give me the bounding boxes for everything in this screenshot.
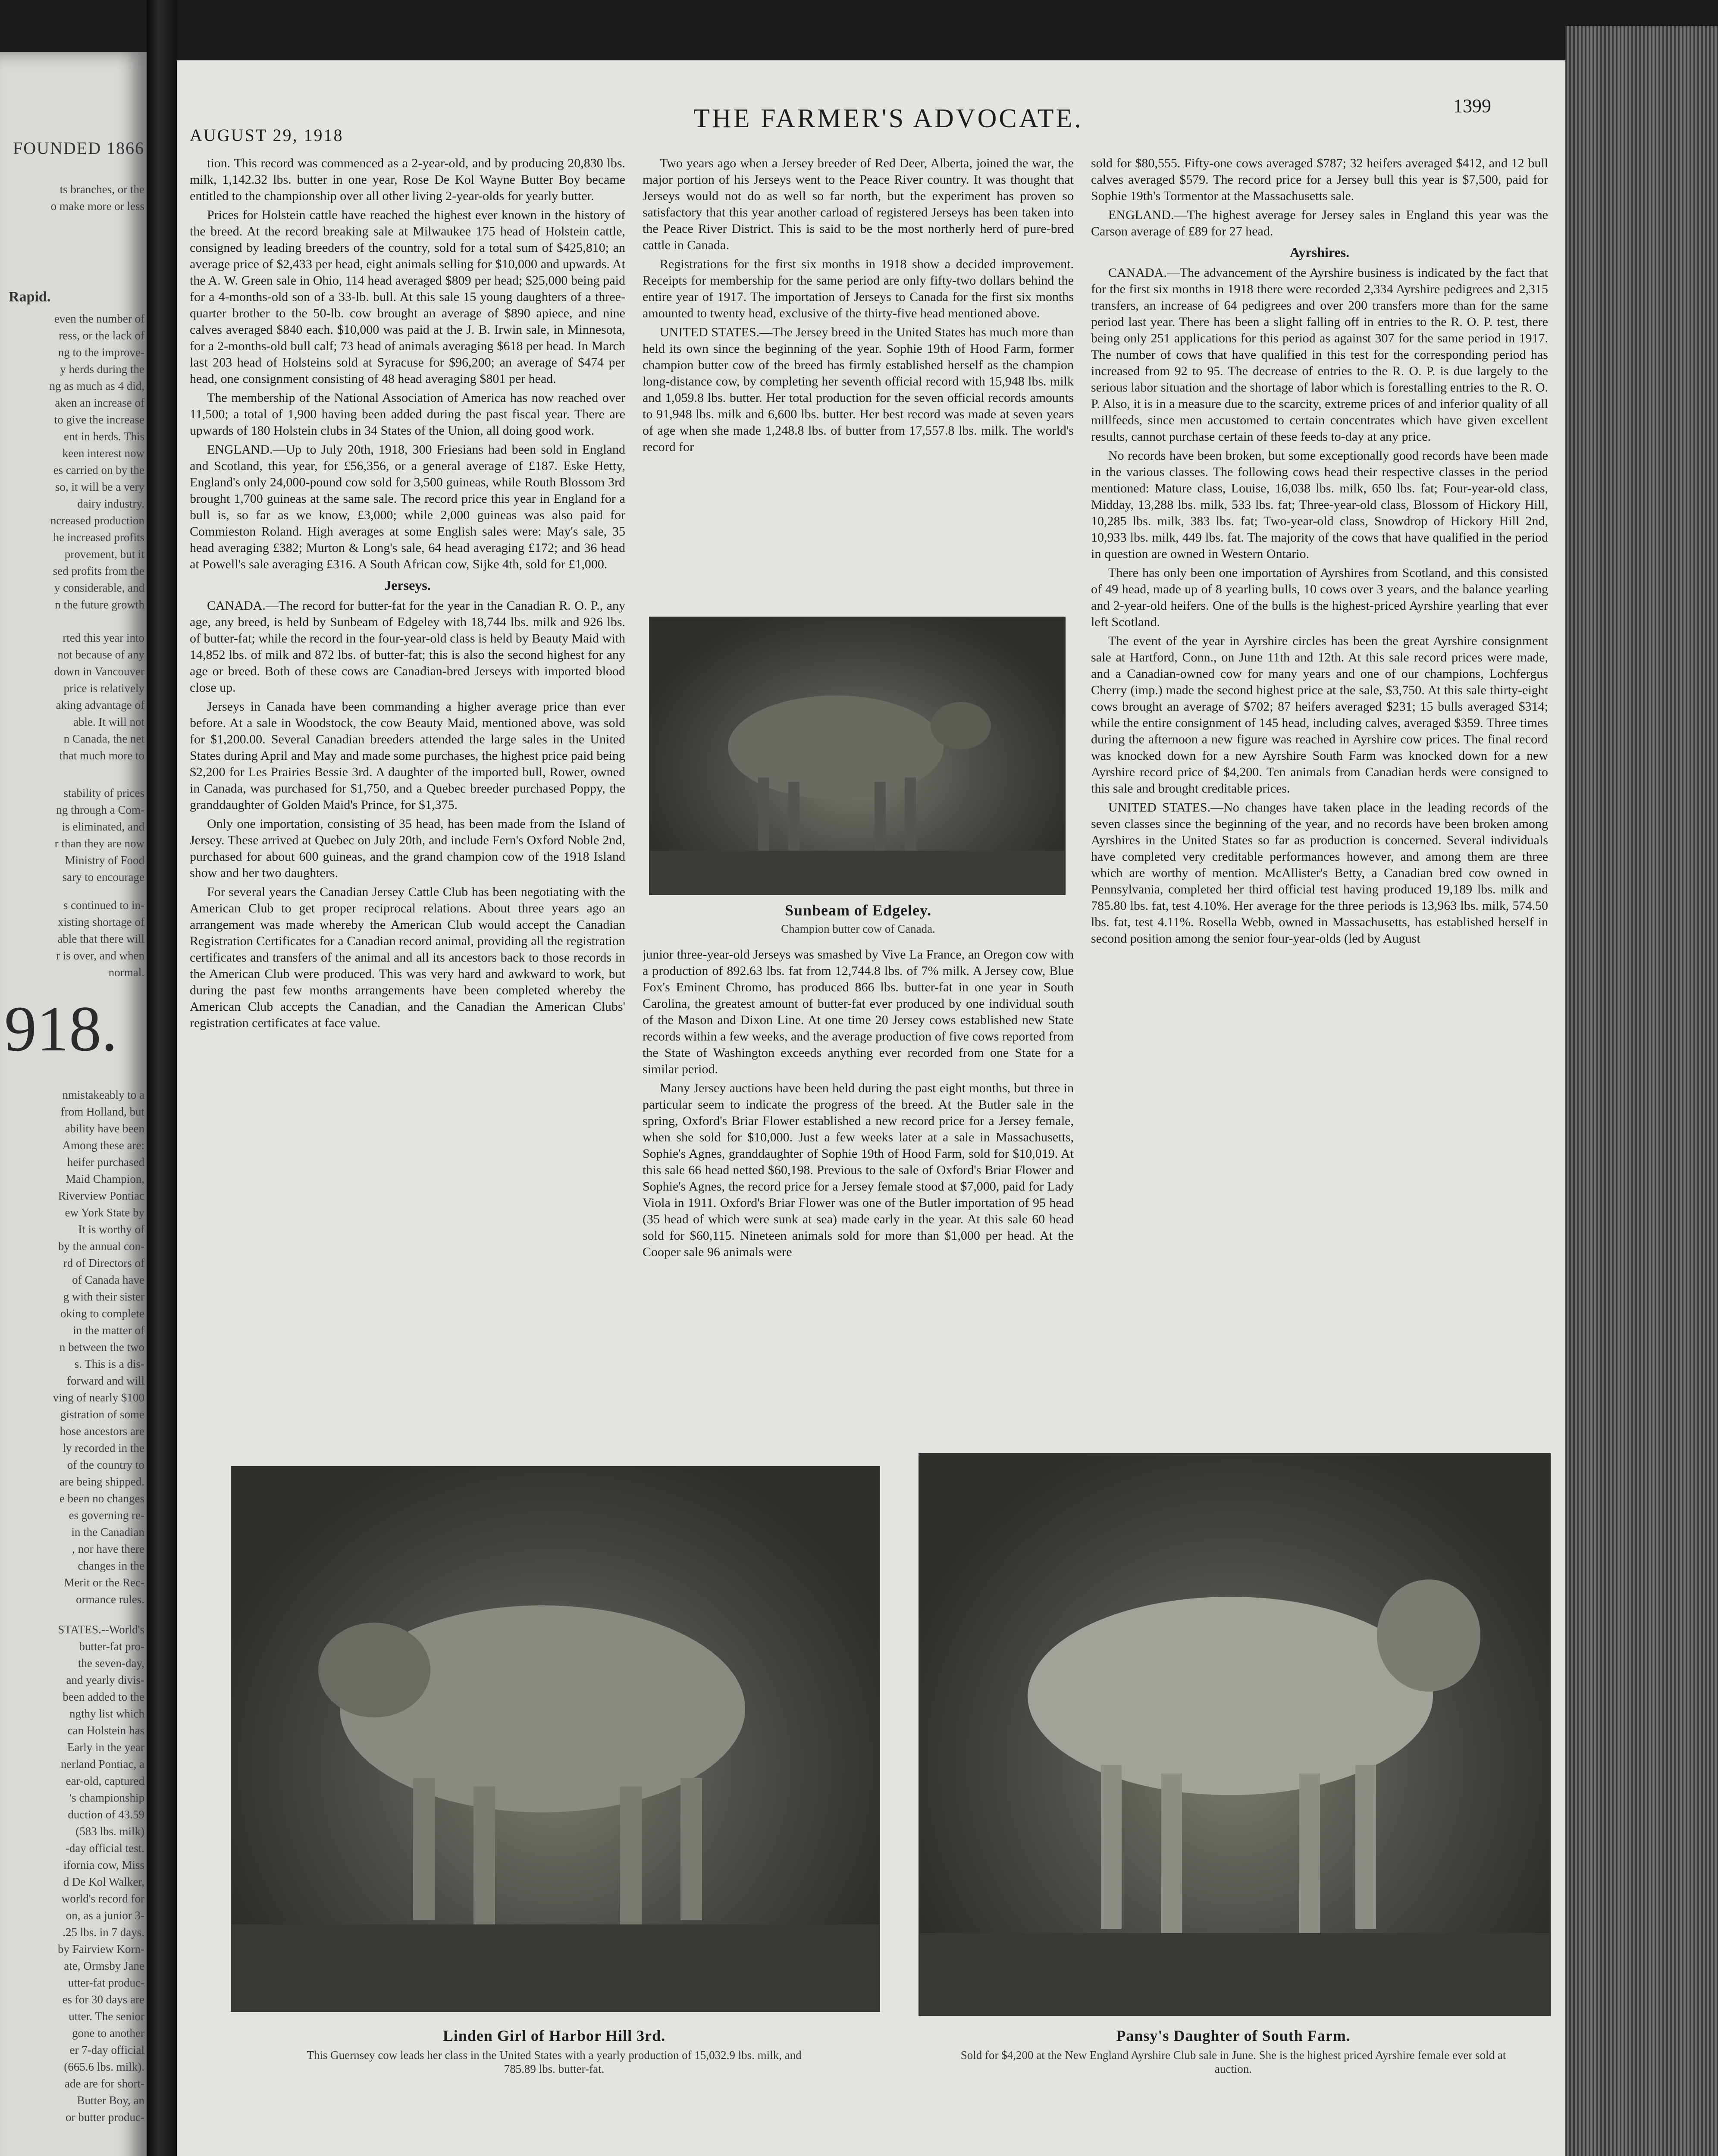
text-line: butter-fat pro-	[79, 1640, 144, 1653]
cow-illustration	[232, 1467, 879, 2011]
text-line: Riverview Pontiac	[58, 1189, 144, 1202]
cow-illustration	[650, 618, 1064, 894]
text-line: ate, Ormsby Jane	[64, 1959, 144, 1972]
photo-caption: This Guernsey cow leads her class in the United States with a yearly production of 15,032.9 lbs. milk, and 785.89 lbs. butter-fat.	[307, 2049, 802, 2075]
paragraph: CANADA.—The record for butter-fat for the year in the Canadian R. O. P., any age, any breed, is held by Sunbeam of Edgeley with 18,744 lbs. milk and 926 lbs. of butter-fat; while the record in the four-year-old class is held by Beauty Maid with 14,852 lbs. of milk and 872 lbs. of butter-fat; this is also the second highest for any age or breed. Both of these cows are Canadian-bred Jerseys with imported blood close up.	[190, 599, 625, 695]
text-line: price is relatively	[63, 682, 144, 695]
text-line: stability of prices	[63, 787, 144, 799]
left-page-year-heading: 918.	[4, 993, 118, 1065]
text-line: er 7-day official	[69, 2043, 144, 2056]
text-line: of the country to	[67, 1458, 144, 1471]
text-line: utter. The senior	[69, 2010, 144, 2023]
text-line: Among these are:	[62, 1139, 144, 1152]
text-line: n the future growth	[55, 598, 144, 611]
text-line: n between the two	[59, 1341, 144, 1354]
text-line: in the matter of	[73, 1324, 144, 1337]
left-page-fragment	[0, 52, 147, 2156]
text-line: It is worthy of	[78, 1223, 144, 1236]
text-line: e been no changes	[59, 1492, 144, 1505]
column-2-bottom	[643, 946, 1074, 1503]
paragraph: sold for $80,555. Fifty-one cows averaged $787; 32 heifers averaged $412, and 12 bull calves averaged $579. The record price for a Jersey bull this year is $7,500, paid for Sophie 19th's Tormentor at the Massachusetts sale.	[1091, 156, 1548, 203]
left-page-text-a	[0, 310, 144, 613]
text-line: s. This is a dis-	[74, 1357, 144, 1370]
text-line: ng as much as 4 did,	[49, 379, 144, 392]
text-line: changes in the	[78, 1559, 144, 1572]
text-line: ent in herds. This	[64, 430, 144, 443]
paragraph: Many Jersey auctions have been held during the past eight months, but three in particular seem to indicate the progress of the breed. At the Butler sale in the spring, Oxford's Briar Flower established a new record price for a Jersey female, when she sold for $10,000. Just a few weeks later at a sale in Massachusetts, Sophie's Agnes, granddaughter of Sophie 19th of Hood Farm, sold for $10,019. At this sale 66 head netted $60,198. Previous to the sale of Oxford's Briar Flower and Sophie's Agnes, the record price for a Jersey female stood at $7,000, paid for Lady Viola in 1911. Oxford's Briar Flower was one of the Butler importation of 95 head (35 head of which were sunk at sea) made early in the year. At this sale 60 head sold for $60,115. Nineteen animals sold for more than $1,000 per head. At the Cooper sale 96 animals were	[643, 1081, 1074, 1259]
section-lead: ENGLAND.	[207, 442, 273, 457]
left-page-text-e	[0, 1087, 144, 1608]
text-line: the seven-day,	[78, 1657, 144, 1670]
text-line: can Holstein has	[67, 1724, 144, 1737]
paragraph: UNITED STATES.—The Jersey breed in the United States has much more than held its own since the beginning of the year. Sophie 19th of Hood Farm, former champion butter cow of the breed has firmly established herself as the champion long-distance cow, by completing her seventh official record with 15,948 lbs. milk and 1,059.8 lbs. butter. Her total production for the seven official records amounts to 91,948 lbs. milk and 6,600 lbs. butter. Her best record was made at seven years of age when she made 1,248.8 lbs. of butter from 17,557.8 lbs. milk. The world's record for	[643, 325, 1074, 454]
magazine-page	[177, 60, 1565, 2156]
text-line: g with their sister	[63, 1290, 144, 1303]
text-line: by Fairview Korn-	[58, 1943, 144, 1955]
text-line: ng through a Com-	[56, 803, 144, 816]
paragraph: The membership of the National Association of America has now reached over 11,500; a total of 1,900 having been added during the past fiscal year. There are upwards of 180 Holstein clubs in 34 States of the Union, all doing good work.	[190, 391, 625, 438]
text-line: utter-fat produc-	[68, 1976, 144, 1989]
section-lead: CANADA.	[1108, 266, 1167, 280]
text-line: (583 lbs. milk)	[75, 1825, 144, 1838]
paragraph: tion. This record was commenced as a 2-year-old, and by producing 20,830 lbs. milk, 1,142.32 lbs. butter in one year, Rose De Kol Wayne Butter Boy became entitled to the championship over all other living 2-year-olds for yearly butter.	[190, 156, 625, 203]
text-line: ncreased production	[50, 514, 144, 527]
text-line: , nor have there	[72, 1542, 144, 1555]
text-line: r than they are now	[54, 837, 144, 850]
text-line: Maid Champion,	[66, 1172, 144, 1185]
photo-caption-title: Sunbeam of Edgeley.	[784, 902, 932, 919]
text-line: are being shipped.	[59, 1475, 144, 1488]
text-line: or butter produc-	[66, 2111, 144, 2124]
text-line: ear-old, captured	[66, 1774, 144, 1787]
text-line: hose ancestors are	[60, 1425, 144, 1438]
text-line: forward and will	[67, 1374, 144, 1387]
text-line: nerland Pontiac, a	[60, 1758, 144, 1771]
text-line: ew York State by	[65, 1206, 144, 1219]
text-line: not because of any	[57, 648, 144, 661]
text-line: down in Vancouver	[54, 665, 144, 678]
text-line: is eliminated, and	[62, 820, 144, 833]
text-line: nmistakeably to a	[62, 1088, 144, 1101]
text-line: sary to encourage	[62, 871, 144, 884]
text-line: in the Canadian	[71, 1526, 144, 1539]
paragraph: Two years ago when a Jersey breeder of Red Deer, Alberta, joined the war, the major portion of his Jerseys went to the Peace River country. It was thought that Jerseys would not do as well so far north, but the experiment has proven so satisfactory that this year another carload of registered Jerseys has been taken into the Peace River District. This is said to be the most northerly herd of pure-bred cattle in Canada.	[643, 156, 1074, 252]
text-line: r is over, and when	[56, 949, 144, 962]
text-line: ts branches, or the	[60, 183, 144, 196]
paragraph: ENGLAND.—Up to July 20th, 1918, 300 Friesians had been sold in England and Scotland, this year, for £56,356, or a general average of £187. Eske Hetty, England's only 24,000-pound cow sold for 3,500 guineas, while Routh Blossom 3rd brought 1,700 guineas at the same sale. The record price this year in England for a bull is, so far as we know, £3,000; while 2,000 guineas was also paid for Commieston Roland. High averages at some English sales were: May's sale, 35 head averaging £382; Murton & Long's sale, 64 head averaging £172; and 36 head at Powell's sale averaging £316. A South African cow, Sijke 4th, sold for £1,000.	[190, 442, 625, 571]
text-line: aking advantage of	[56, 699, 144, 711]
section-heading: Jerseys.	[384, 577, 431, 593]
text-line: o make more or less	[50, 200, 144, 213]
left-page-text-b	[0, 630, 144, 764]
paragraph: ENGLAND.—The highest average for Jersey sales in England this year was the Carson average of £89 for 27 head.	[1091, 208, 1548, 238]
text-line: and yearly divis-	[66, 1673, 144, 1686]
paragraph: The event of the year in Ayrshire circles has been the great Ayrshire consignment sale at Hartford, Conn., on June 11th and 12th. At this sale record prices were made, and a Canadian-owned cow for many years and one of our champions, Lochfergus Cherry (imp.) made the second highest price at the sale, $3,750. At this sale thirty-eight cows brought an average of $702; 87 heifers averaged $231; 15 bulls averaged $314; while the entire consignment of 145 head, including calves, averaged $359. Three times during the afternoon a new figure was reached in Ayrshire cow prices. The final record was knocked down for a new Ayrshire South Farm was knocked down for a new Ayrshire record price of $4,200. Ten animals from Canadian herds were consigned to this sale and brought creditable prices.	[1091, 634, 1548, 796]
text-line: to give the increase	[54, 413, 144, 426]
text-line: rd of Directors of	[63, 1257, 144, 1269]
text-line: Ministry of Food	[65, 854, 144, 867]
section-lead: UNITED STATES.	[660, 325, 760, 339]
text-line: rted this year into	[63, 631, 144, 644]
left-page-header: FOUNDED 1866	[13, 138, 145, 158]
text-line: keen interest now	[62, 447, 144, 460]
text-line: (665.6 lbs. milk).	[64, 2060, 144, 2073]
text-line: es governing re-	[69, 1509, 144, 1522]
text-line: duction of 43.59	[68, 1808, 144, 1821]
text-line: so, it will be a very	[55, 480, 144, 493]
left-page-text-f	[0, 1621, 144, 2126]
paragraph: There has only been one importation of Ayrshires from Scotland, and this consisted of 49 head, made up of 8 yearling bulls, 10 cows over 3 years, and the balance yearling and 2-year-old heifers. One of the bulls is the highest-priced Ayrshire yearling that ever left Scotland.	[1091, 566, 1548, 629]
text-line: ngthy list which	[69, 1707, 144, 1720]
paragraph: Prices for Holstein cattle have reached the highest ever known in the history of the breed. At the record breaking sale at Milwaukee 175 head of Holstein cattle, consigned by leading breeders of the country, sold for a total sum of $425,810; an average price of $2,433 per head, eight animals selling for $10,000 and upwards. At the A. W. Green sale in Ohio, 114 head averaged $809 per head; $25,000 being paid for a 4-months-old son of a 33-lb. bull. At this sale 15 young daughters of a three-quarter brother to the 50-lb. cow brought an average of $890 apiece, and nine calves averaged $840 each. $10,000 was paid at the J. B. Irwin sale, in Minnesota, for a 2-months-old bull calf; 73 head of animals averaging $618 per head. In March last 203 head of Holsteins sold at Syracuse for $96,200; an average of $474 per head, one consignment consisting of 48 head averaging $801 per head.	[190, 208, 625, 386]
text-line: been added to the	[63, 1690, 144, 1703]
left-page-subhead: Rapid.	[9, 289, 51, 305]
column-2-top	[643, 155, 1074, 690]
text-line: ormance rules.	[76, 1593, 144, 1606]
paragraph: CANADA.—The advancement of the Ayrshire business is indicated by the fact that for the first six months in 1918 there were recorded 2,334 Ayrshire pedigrees and 2,315 transfers, an increase of 64 pedigrees and over 200 transfers more than for the same period last year. There has been a slight falling off in entries to the R. O. P. test, there being only 251 applications for this period as against 307 for the same period in 1917. The number of cows that have qualified in this test for the corresponding period has increased from 92 to 95. The decrease of entries to the R. O. P. is due largely to the serious labor situation and the shortage of labor which is forestalling entries to the R. O. P. Also, it is in a measure due to the scarcity, extreme prices of and inferior quality of all millfeeds, since men accustomed to certain concentrates which have given excellent results, cannot purchase certain of these feeds to-day at any price.	[1091, 266, 1548, 444]
paragraph: UNITED STATES.—No changes have taken place in the leading records of the seven classes since the beginning of the year, and no records have been broken among Ayrshires in the United States so far as production is concerned. Several individuals have completed very creditable performances however, and among them are three which are worthy of mention. McAllister's Betty, a Canadian bred cow owned in Pennsylvania, completed her third official test having produced 19,189 lbs. milk and 785.80 lbs. fat, test 4.10%. Her average for the three periods is 13,963 lbs. milk, 574.50 lbs. fat, test 4.11%. Rosella Webb, owned in Massachusetts, has established herself in second position among the senior four-year-olds (led by August	[1091, 800, 1548, 946]
text-line: on, as a junior 3-	[66, 1909, 144, 1922]
section-heading: Ayrshires.	[1289, 244, 1350, 260]
text-line: y considerable, and	[54, 581, 144, 594]
paragraph: For several years the Canadian Jersey Cattle Club has been negotiating with the American Club to get proper reciprocal relations. About three years ago an arrangement was made whereby the American Club would accept the Canadian Registration Certificates for a Canadian record animal, providing all the registration certificates and transfers of the animal and all its ancestors back to those records in the American Club were produced. This was very hard and awkward to work, but during the past few months arrangements have been completed whereby the American Club accepts the Canadian, and the Canadian the American Clubs' registration certificates at face value.	[190, 885, 625, 1030]
text-line: of Canada have	[72, 1273, 144, 1286]
text-line: from Holland, but	[60, 1105, 144, 1118]
text-line: dairy industry.	[77, 497, 144, 510]
text-line: sed profits from the	[53, 564, 144, 577]
paragraph: Jerseys in Canada have been commanding a higher average price than ever before. At a sale in Woodstock, the cow Beauty Maid, mentioned above, was sold for $1,200.00. Several Canadian breeders attended the large sales in the United States during April and May and made some purchases, the highest price paid being $2,200 for Les Prairies Bessie 3rd. A daughter of the imported bull, Rower, owned in Canada, was purchased for $1,750, and a Quebec breeder purchased Poppy, the granddaughter of Golden Maid's Prince, for $1,375.	[190, 699, 625, 812]
text-line: es carried on by the	[53, 464, 144, 476]
cow-illustration	[920, 1454, 1549, 2015]
text-line: xisting shortage of	[58, 915, 144, 928]
masthead: THE FARMER'S ADVOCATE.	[693, 104, 1083, 133]
text-line: gistration of some	[60, 1408, 144, 1421]
paragraph: junior three-year-old Jerseys was smashed by Vive La France, an Oregon cow with a production of 892.63 lbs. fat from 12,744.8 lbs. of 7% milk. A Jersey cow, Blue Fox's Eminent Chromo, has produced 866 lbs. butter-fat in one year in South Carolina, the greatest amount of butter-fat ever produced by one individual south of the Mason and Dixon Line. At one time 20 Jersey cows established new State records within a few weeks, and the average production of five cows reported from the State of Washington exceeds anything ever recorded from one State for a similar period.	[643, 947, 1074, 1076]
text-line: he increased profits	[53, 531, 144, 544]
paragraph: No records have been broken, but some exceptionally good records have been made in the various classes. The following cows head their respective classes in the period mentioned: Mature class, Louise, 16,038 lbs. milk, 650 lbs. fat; Four-year-old class, Midday, 13,288 lbs. milk, 533 lbs. fat; Three-year-old class, Blossom of Hickory Hill, 10,285 lbs. milk, 383 lbs. fat; Two-year-old class, Snowdrop of Hickory Hill 2nd, 10,933 lbs. milk, 449 lbs. fat. The majority of the cows that have qualified in the period in question are owned in Western Ontario.	[1091, 448, 1548, 561]
issue-date: AUGUST 29, 1918	[190, 125, 344, 145]
text-line: gone to another	[72, 2027, 144, 2040]
text-line: ly recorded in the	[63, 1442, 144, 1454]
text-line: n Canada, the net	[63, 732, 144, 745]
photo-caption: Sold for $4,200 at the New England Ayrshire Club sale in June. She is the highest priced Ayrshire female ever sold at auction.	[960, 2049, 1506, 2075]
text-line: STATES.--World's	[58, 1623, 144, 1636]
text-line: heifer purchased	[67, 1156, 144, 1169]
text-line: world's record for	[61, 1892, 144, 1905]
text-line: Butter Boy, an	[77, 2094, 144, 2107]
text-line: Merit or the Rec-	[64, 1576, 144, 1589]
text-line: es for 30 days are	[62, 1993, 144, 2006]
text-line: aken an increase of	[55, 396, 144, 409]
text-line: normal.	[108, 966, 144, 979]
photo-caption-title: Linden Girl of Harbor Hill 3rd.	[442, 2027, 666, 2044]
book-gutter	[147, 0, 177, 2156]
text-line: ving of nearly $100	[53, 1391, 144, 1404]
text-line: 's championship	[69, 1791, 144, 1804]
text-line: even the number of	[54, 312, 144, 325]
photo-pansys-daughter	[919, 1453, 1551, 2016]
text-line: ng to the improve-	[58, 346, 144, 359]
left-page-text-c	[0, 785, 144, 886]
section-lead: ENGLAND.	[1108, 208, 1174, 222]
left-page-text-top	[0, 181, 144, 215]
book-page-edges	[1565, 26, 1718, 2156]
text-line: by the annual con-	[58, 1240, 144, 1253]
text-line: ifornia cow, Miss	[63, 1858, 144, 1871]
page-number: 1399	[1453, 95, 1491, 116]
text-line: oking to complete	[60, 1307, 144, 1320]
left-page-text-d	[0, 897, 144, 981]
photo-sunbeam-of-edgeley	[649, 617, 1066, 895]
text-line: ade are for short-	[64, 2077, 144, 2090]
text-line: Early in the year	[67, 1741, 144, 1754]
text-line: s continued to in-	[63, 899, 144, 912]
photo-caption: Champion butter cow of Canada.	[781, 922, 935, 935]
text-line: .25 lbs. in 7 days.	[63, 1926, 144, 1939]
text-line: y herds during the	[60, 363, 144, 376]
text-line: -day official test.	[65, 1842, 144, 1855]
column-1	[190, 155, 625, 1501]
section-lead: UNITED STATES.	[1108, 800, 1211, 815]
paragraph: Only one importation, consisting of 35 head, has been made from the Island of Jersey. These arrived at Quebec on July 20th, and include Fern's Oxford Noble 2nd, purchased for about 600 guineas, and the grand champion cow of the 1918 Island show and her two daughters.	[190, 817, 625, 880]
photo-caption-title: Pansy's Daughter of South Farm.	[1116, 2027, 1351, 2044]
text-line: provement, but it	[64, 548, 144, 561]
photo-linden-girl	[231, 1466, 880, 2012]
section-lead: CANADA.	[207, 599, 266, 613]
text-line: ress, or the lack of	[59, 329, 144, 342]
text-line: ability have been	[65, 1122, 144, 1135]
paragraph: Registrations for the first six months in 1918 show a decided improvement. Receipts for membership for the same period are only fifty-two dollars behind the entire year of 1917. The importation of Jerseys to Canada for the first six months amounted to twenty head, exclusive of the thirty-five head mentioned above.	[643, 257, 1074, 320]
text-line: d De Kol Walker,	[63, 1875, 144, 1888]
text-line: that much more to	[59, 749, 144, 762]
text-line: able. It will not	[73, 715, 144, 728]
text-line: able that there will	[57, 932, 144, 945]
